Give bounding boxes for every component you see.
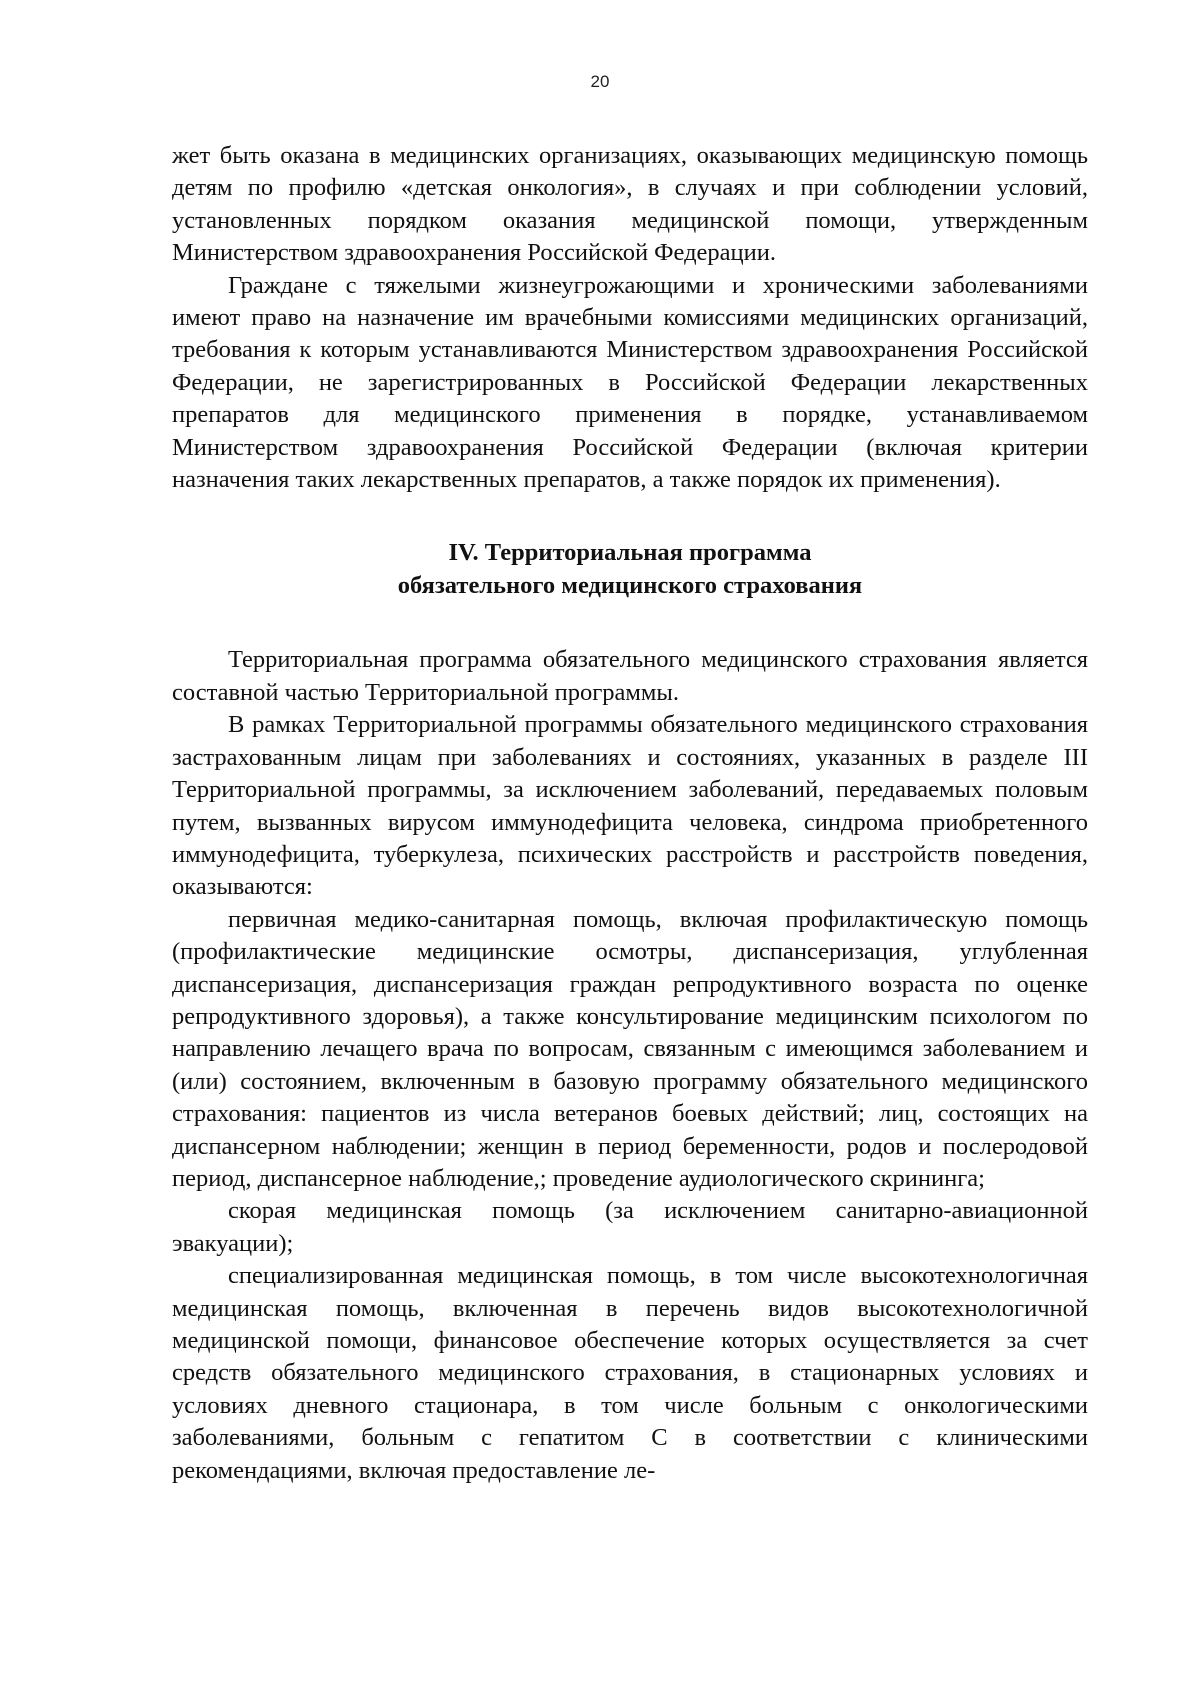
paragraph: Территориальная программа обязательного медицинского страхования является составной частью Территориальной программы. xyxy=(172,646,1088,706)
section-heading-line: обязательного медицинского страхования xyxy=(397,572,863,600)
paragraph: жет быть оказана в медицинских организациях, оказывающих медицинскую помощь детям по профилю «детская онкология», в случаях и при соблюдении условий, установленных порядком оказания медицинской помощи, утвержденным Министерством здравоохранения Российской Федерации. xyxy=(172,142,1088,267)
paragraph: Граждане с тяжелыми жизнеугрожающими и хроническими заболеваниями имеют право на назначение им врачебными комиссиями медицинских организаций, требования к которым устанавливаются Министерством здравоохранения Российской Федерации, не зарегистрированных в Российской Федерации лекарственных препаратов для медицинского применения в порядке, устанавливаемом Министерством здравоохранения Российской Федерации (включая критерии назначения таких лекарственных препаратов, а также порядок их применения). xyxy=(172,271,1088,494)
document-body xyxy=(172,140,1088,1487)
section-heading-line: IV. Территориальная программа xyxy=(448,539,812,567)
paragraph: первичная медико-санитарная помощь, включая профилактическую помощь (профилактические медицинские осмотры, диспансеризация, углубленная диспансеризация, диспансеризация граждан репродуктивного возраста по оценке репродуктивного здоровья), а также консультирование медицинским психологом по направлению лечащего врача по вопросам, связанным с имеющимся заболеванием и (или) состоянием, включенным в базовую программу обязательного медицинского страхования: пациентов из числа ветеранов боевых действий; лиц, состоящих на диспансерном наблюдении; женщин в период беременности, родов и послеродовой период, диспансерное наблюдение,; проведение аудиологического скрининга; xyxy=(172,905,1088,1192)
paragraph: специализированная медицинская помощь, в том числе высокотехнологичная медицинская помощь, включенная в перечень видов высокотехнологичной медицинской помощи, финансовое обеспечение которых осуществляется за счет средств обязательного медицинского страхования, в стационарных условиях и условиях дневного стационара, в том числе больным с онкологическими заболеваниями, больным с гепатитом С в соответствии с клиническими рекомендациями, включая предоставление ле- xyxy=(172,1262,1088,1484)
section-heading xyxy=(172,536,1088,602)
page-number: 20 xyxy=(590,72,610,91)
paragraph: скорая медицинская помощь (за исключением санитарно-авиационной эвакуации); xyxy=(172,1197,1088,1257)
paragraph: В рамках Территориальной программы обязательного медицинского страхования застрахованным лицам при заболеваниях и состояниях, указанных в разделе III Территориальной программы, за исключением заболеваний, передаваемых половым путем, вызванных вирусом иммунодефицита человека, синдрома приобретенного иммунодефицита, туберкулеза, психических расстройств и расстройств поведения, оказываются: xyxy=(172,711,1088,901)
